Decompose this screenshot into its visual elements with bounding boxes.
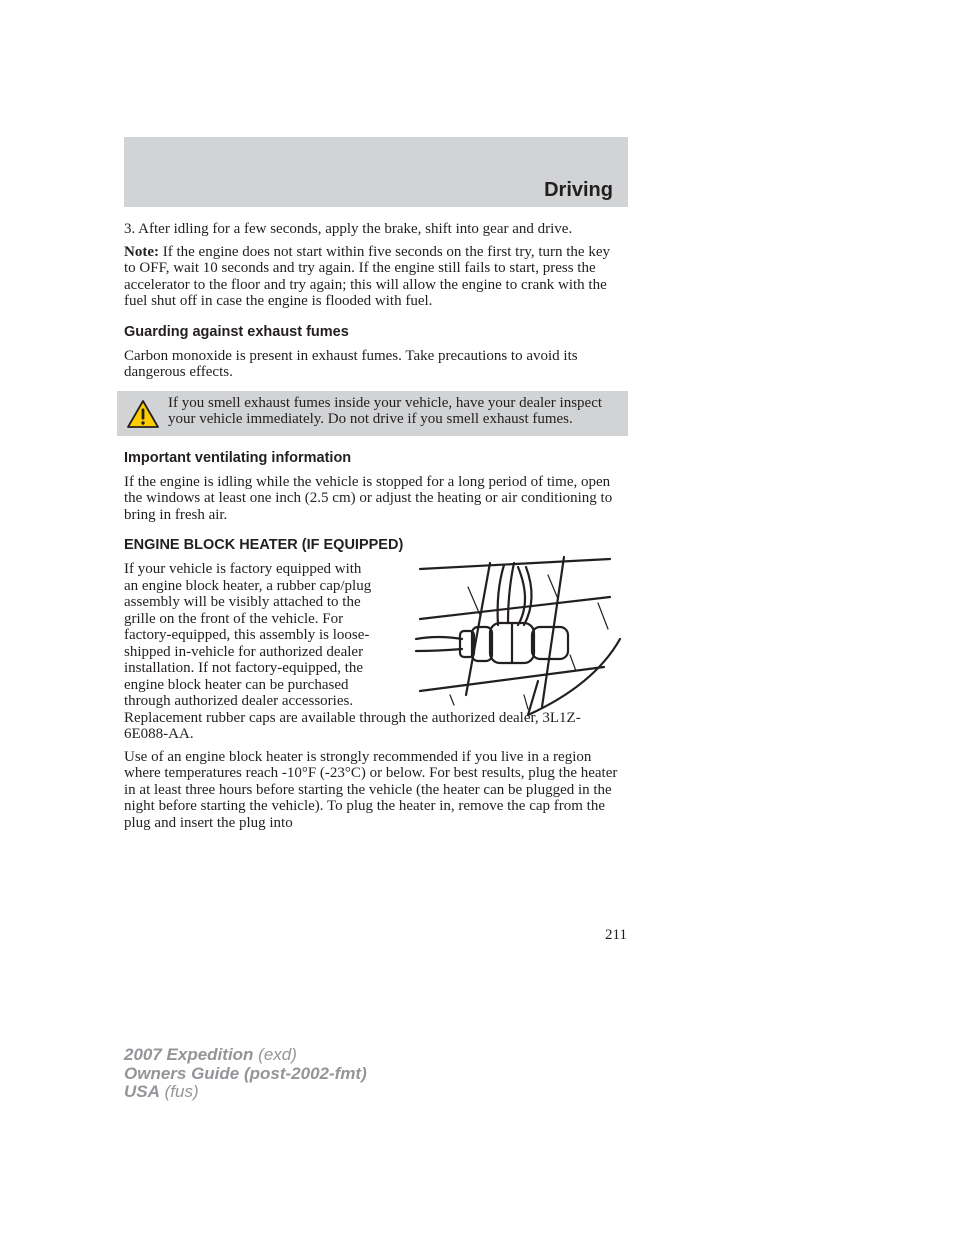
block-heater-plug-illustration — [414, 555, 624, 725]
warning-text: If you smell exhaust fumes inside your vehicle, have your dealer inspect your vehicle immediately. Do not drive if you smell exhaust fumes. — [168, 394, 603, 427]
ventilation-body: If the engine is idling while the vehicle is stopped for a long period of time, open the windows at least one inch (2.5 cm) or adjust the heating or air conditioning to bring in fresh air. — [124, 473, 613, 523]
exhaust-heading: Guarding against exhaust fumes — [124, 323, 349, 340]
block-heater-text: If your vehicle is factory equipped with an engine block heater, a rubber cap/plug assembly will be visibly attached to the grille on the front of the vehicle. For factory-equipped, this assembly is loose-shipped in-vehicle for authorized dealer installation. If not factory-equipped, the engine block heater can be purchased through authorized dealer accessories. — [124, 561, 372, 709]
warning-triangle-icon — [126, 399, 160, 429]
page-number: 211 — [605, 927, 627, 943]
footer-line-1: 2007 Expedition (exd) — [124, 1045, 297, 1064]
page-content — [124, 221, 624, 837]
section-title: Driving — [544, 179, 613, 201]
footer-line-3: USA (fus) — [124, 1082, 199, 1101]
note-text: If the engine does not start within five seconds on the first try, turn the key to OFF, wait 10 seconds and try again. If the engine still fails to start, press the accelerator to the floor and try again; this will allow the engine to crank with the fuel shut off in case the engine is flooded with fuel. — [124, 243, 610, 309]
footer-line-2: Owners Guide (post-2002-fmt) — [124, 1063, 367, 1083]
block-heater-heading: ENGINE BLOCK HEATER (IF EQUIPPED) — [124, 537, 404, 553]
note-paragraph — [124, 244, 624, 310]
exhaust-body: Carbon monoxide is present in exhaust fumes. Take precautions to avoid its dangerous effects. — [124, 347, 578, 380]
note-label: Note: — [124, 243, 159, 260]
warning-box — [117, 391, 628, 436]
ventilation-heading: Important ventilating information — [124, 449, 352, 466]
section-header — [124, 137, 628, 207]
replacement-text: Replacement rubber caps are available through the authorized dealer, 3L1Z-6E088-AA. — [124, 709, 581, 742]
usage-text: Use of an engine block heater is strongly recommended if you live in a region where temperatures reach -10°F (-23°C) or below. For best results, plug the heater in at least three hours before starting the vehicle (the heater can be plugged in the night before starting the vehicle). To plug the heater in, remove the cap from the plug and insert the plug into — [124, 748, 618, 831]
document-footer — [124, 1046, 367, 1102]
step-3: 3. After idling for a few seconds, apply the brake, shift into gear and drive. — [124, 221, 573, 237]
block-heater-section — [124, 561, 624, 710]
